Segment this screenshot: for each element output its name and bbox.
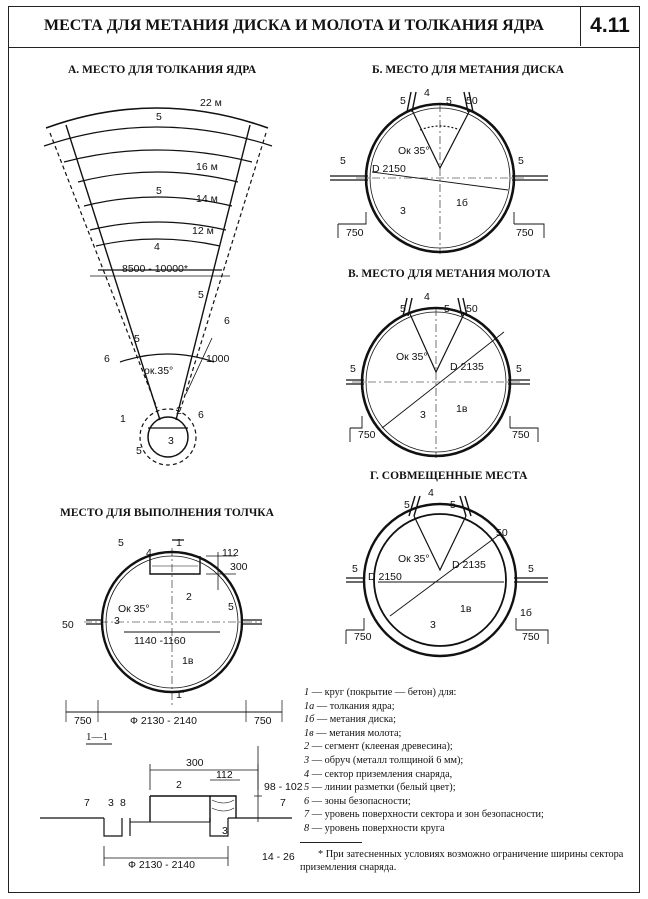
discus-diameter: D 2150 <box>372 163 406 175</box>
cut-width: 300 <box>186 757 204 769</box>
combined-label-5b: 5 <box>450 499 456 511</box>
hammer-label-50: 50 <box>466 303 478 315</box>
legend-text: — сегмент (клееная древесина); <box>309 741 453 753</box>
legend-item <box>304 686 544 700</box>
legend-text: — метания молота; <box>313 727 402 739</box>
combined-d1: D 2150 <box>368 571 402 583</box>
push-circle <box>66 540 282 722</box>
combined-zone2: 1б <box>520 607 532 619</box>
discus-sector <box>412 110 470 168</box>
arc-22-inner <box>44 127 272 146</box>
shot-label-6c: 6 <box>198 409 204 421</box>
shot-label-5a: 5 <box>156 111 162 123</box>
legend-item <box>304 808 544 822</box>
cut-segment <box>150 796 210 822</box>
section-b-title: Б. МЕСТО ДЛЯ МЕТАНИЯ ДИСКА <box>372 64 564 76</box>
push-label-2: 2 <box>186 591 192 603</box>
cut-dim-300 <box>150 764 258 790</box>
legend-text: — уровень поверхности сектора и зон безопасности; <box>309 809 544 821</box>
page-title: МЕСТА ДЛЯ МЕТАНИЯ ДИСКА И МОЛОТА И ТОЛКАНИЯ ЯДРА <box>44 17 544 34</box>
discus-zone: 1б <box>456 197 468 209</box>
legend-item <box>304 781 544 795</box>
discus-label-5d: 5 <box>518 155 524 167</box>
shot-put-sector <box>44 108 272 465</box>
legend-text: — обруч (металл толщиной 6 мм); <box>309 754 464 766</box>
hammer-label-5b: 5 <box>444 303 450 315</box>
cut-diameter: Ф 2130 - 2140 <box>128 859 195 871</box>
combined-dim-right-label: 750 <box>522 631 540 643</box>
legend-num: 1 <box>304 687 310 698</box>
legend-num: 6 <box>304 795 310 807</box>
legend-item <box>304 795 544 809</box>
legend-num: 4 <box>304 768 310 780</box>
push-label-50: 50 <box>62 619 74 631</box>
shot-label-3: 3 <box>168 435 174 447</box>
legend-item <box>304 713 544 727</box>
shot-width: 8500 - 10000* <box>122 263 188 275</box>
legend-num: 8 <box>304 822 310 834</box>
legend-item <box>304 768 544 782</box>
arc-20 <box>64 150 252 162</box>
combined-line-right <box>514 578 548 582</box>
hammer-dim-left-label: 750 <box>358 429 376 441</box>
legend-text: — круг (покрытие — бетон) для: <box>309 687 457 698</box>
cut-label-3a: 3 <box>108 797 114 809</box>
push-zone: 1в <box>182 655 194 667</box>
push-angle: Ок 35° <box>118 603 150 615</box>
push-segment <box>150 556 200 574</box>
legend-text: — линии разметки (белый цвет); <box>309 782 456 794</box>
push-cut-marks <box>172 540 184 692</box>
cut-title: 1—1 <box>86 731 108 743</box>
combined-label-5c: 5 <box>352 563 358 575</box>
legend-text: — метания диска; <box>314 714 396 726</box>
arc-16 <box>78 172 238 182</box>
push-label-1b: 1 <box>176 689 182 701</box>
hammer-label-5c: 5 <box>350 363 356 375</box>
discus-label-5b: 5 <box>446 95 452 107</box>
push-label-5a: 5 <box>118 537 124 549</box>
angle-arc <box>120 354 214 362</box>
legend-text: — зоны безопасности; <box>309 795 411 807</box>
hammer-label-5a: 5 <box>400 303 406 315</box>
push-h1: 112 <box>222 547 239 559</box>
note-separator <box>300 842 362 843</box>
section-v-title: В. МЕСТО ДЛЯ МЕТАНИЯ МОЛОТА <box>348 268 551 280</box>
combined-zone1: 1в <box>460 603 472 615</box>
cut-depth2: 14 - 26 <box>262 851 295 863</box>
footnote: * При затесненных условиях возможно ограничение ширины сектора приземления снаряда. <box>300 849 624 873</box>
cut-wood-grain <box>212 800 234 811</box>
combined-label-4: 4 <box>428 487 434 499</box>
shot-label-5d: 5 <box>134 333 140 345</box>
push-diameter: Ф 2130 - 2140 <box>130 715 197 727</box>
hammer-diameter: D 2135 <box>450 361 484 373</box>
cut-seg: 112 <box>216 769 233 781</box>
hammer-zone: 1в <box>456 403 468 415</box>
legend-text: — толкания ядра; <box>314 700 395 712</box>
legend-text: — сектор приземления снаряда, <box>309 768 453 780</box>
push-side-right: 750 <box>254 715 272 727</box>
discus-dim-left-label: 750 <box>346 227 364 239</box>
shot-label-5b: 5 <box>156 185 162 197</box>
discus-label-5c: 5 <box>340 155 346 167</box>
discus-angle: Ок 35° <box>398 145 430 157</box>
legend-item <box>304 822 544 836</box>
cut-label-3b: 3 <box>222 825 228 837</box>
legend <box>304 686 544 836</box>
legend-item <box>304 700 544 714</box>
legend-num: 7 <box>304 809 310 821</box>
combined-dim-left-label: 750 <box>354 631 372 643</box>
legend-item <box>304 727 544 741</box>
combined-label-5a: 5 <box>404 499 410 511</box>
cut-label-7a: 7 <box>84 797 90 809</box>
shot-label-6a: 6 <box>224 315 230 327</box>
shot-label-5e: 5 <box>136 445 142 457</box>
cut-label-7b: 7 <box>280 797 286 809</box>
combined-d2-line <box>390 534 500 616</box>
cut-ring-left <box>104 818 130 836</box>
legend-item <box>304 754 544 768</box>
section-g-title: Г. СОВМЕЩЕННЫЕ МЕСТА <box>370 470 528 482</box>
shot-label-2: 2 <box>176 405 182 417</box>
hammer-label-4: 4 <box>424 291 430 303</box>
discus-dim-right-label: 750 <box>516 227 534 239</box>
shot-label-5c: 5 <box>198 289 204 301</box>
push-h2: 300 <box>230 561 248 573</box>
combined-label-5d: 5 <box>528 563 534 575</box>
hammer-diam-line <box>382 332 504 428</box>
cut-dim-depth <box>254 746 262 822</box>
hammer-dim-right-label: 750 <box>512 429 530 441</box>
legend-item <box>304 740 544 754</box>
discus-label-4: 4 <box>424 87 430 99</box>
shot-arc-22: 22 м <box>200 97 222 109</box>
cut-label-2: 2 <box>176 779 182 791</box>
legend-num: 1б <box>304 714 315 726</box>
discus-label-5a: 5 <box>400 95 406 107</box>
cut-label-8: 8 <box>120 797 126 809</box>
legend-num: 1а <box>304 700 315 712</box>
combined-d2: D 2135 <box>452 559 486 571</box>
shot-label-1: 1 <box>120 413 126 425</box>
section-push-title: МЕСТО ДЛЯ ВЫПОЛНЕНИЯ ТОЛЧКА <box>60 507 274 519</box>
shot-dist: 1000 <box>206 353 230 365</box>
hammer-label-3: 3 <box>420 409 426 421</box>
shot-arc-14: 14 м <box>196 193 218 205</box>
push-label-5b: 5 <box>228 601 234 613</box>
cut-depth1: 98 - 102 <box>264 781 303 793</box>
push-label-1: 1 <box>176 537 182 549</box>
push-label-4: 4 <box>146 547 152 559</box>
legend-num: 2 <box>304 741 310 753</box>
push-label-3: 3 <box>114 615 120 627</box>
shot-angle: ок.35° <box>144 365 174 377</box>
cut-1-1 <box>40 744 292 866</box>
shot-arc-12: 12 м <box>192 225 214 237</box>
combined-line-left <box>346 578 364 582</box>
shot-label-6b: 6 <box>104 353 110 365</box>
sheet-number: 4.11 <box>580 6 639 46</box>
legend-num: 3 <box>304 754 310 766</box>
legend-num: 5 <box>304 782 310 794</box>
cut-segment-wood <box>210 796 236 818</box>
section-a-title: А. МЕСТО ДЛЯ ТОЛКАНИЯ ЯДРА <box>68 64 257 76</box>
discus-label-50: 50 <box>466 95 478 107</box>
push-inner: 1140 -1160 <box>134 635 186 647</box>
hammer-angle: Ок 35° <box>396 351 428 363</box>
legend-text: — уровень поверхности круга <box>309 822 445 834</box>
shot-label-4: 4 <box>154 241 160 253</box>
shot-arc-16: 16 м <box>196 161 218 173</box>
hammer-label-5d: 5 <box>516 363 522 375</box>
push-side-left: 750 <box>74 715 92 727</box>
combined-label-3: 3 <box>430 619 436 631</box>
discus-label-3: 3 <box>400 205 406 217</box>
combined-label-50: 50 <box>496 527 508 539</box>
combined-angle: Ок 35° <box>398 553 430 565</box>
legend-num: 1в <box>304 727 314 739</box>
